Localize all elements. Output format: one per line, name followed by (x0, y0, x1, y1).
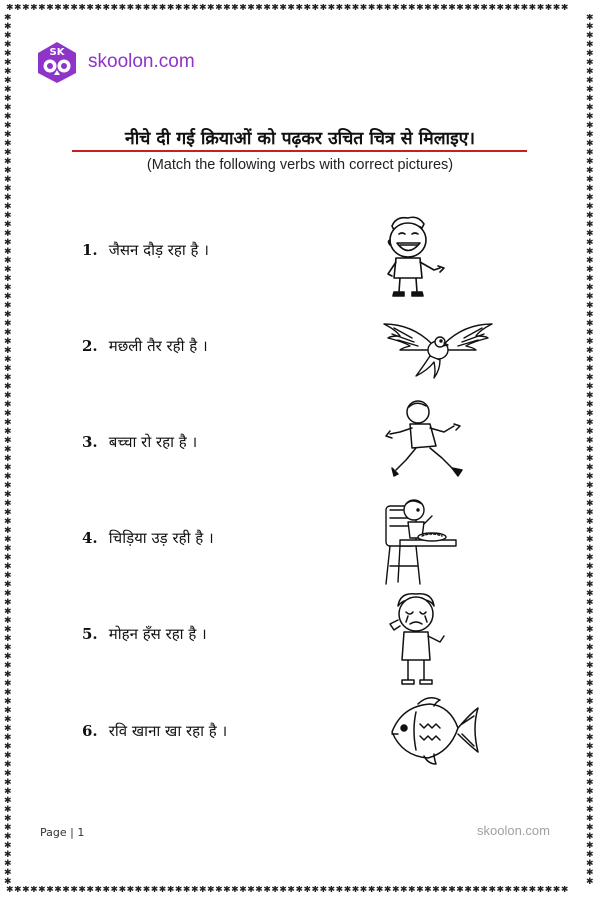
item-text: रवि खाना खा रहा है । (108, 722, 228, 740)
star-border-bottom: ✱✱✱✱✱✱✱✱✱✱✱✱✱✱✱✱✱✱✱✱✱✱✱✱✱✱✱✱✱✱✱✱✱✱✱✱✱✱✱✱✱✱✱✱✱✱✱✱✱✱✱✱✱✱✱✱✱✱✱✱✱✱✱✱✱✱✱✱✱✱ (6, 886, 569, 895)
star-border-top: ✱✱✱✱✱✱✱✱✱✱✱✱✱✱✱✱✱✱✱✱✱✱✱✱✱✱✱✱✱✱✱✱✱✱✱✱✱✱✱✱✱✱✱✱✱✱✱✱✱✱✱✱✱✱✱✱✱✱✱✱✱✱✱✱✱✱✱✱✱✱ (6, 4, 569, 13)
owl-logo-icon (32, 40, 82, 84)
item-number: 5. (82, 625, 98, 643)
page-title: नीचे दी गई क्रियाओं को पढ़कर उचित चित्र से मिलाइए। (124, 129, 475, 149)
item-text: बच्चा रो रहा है । (108, 433, 198, 451)
star-border-left: ✱✱✱✱✱✱✱✱✱✱✱✱✱✱✱✱✱✱✱✱✱✱✱✱✱✱✱✱✱✱✱✱✱✱✱✱✱✱✱✱✱✱✱✱✱✱✱✱✱✱✱✱✱✱✱✱✱✱✱✱✱✱✱✱✱✱✱✱✱✱✱✱✱✱✱✱✱✱✱✱✱✱✱✱✱✱✱✱✱✱✱✱✱✱✱✱✱ (4, 14, 13, 886)
logo-text: skoolon.com (88, 51, 195, 72)
item-number: 4. (82, 529, 98, 547)
list-item (82, 336, 208, 356)
running-boy-picture (382, 398, 464, 480)
list-item (82, 528, 214, 548)
crying-boy-picture (386, 590, 450, 688)
site-logo[interactable] (32, 40, 195, 84)
logo-badge: SK (49, 47, 65, 58)
list-item (82, 432, 197, 452)
item-number: 2. (82, 337, 98, 355)
list-item (82, 624, 207, 644)
page-number: Page | 1 (40, 826, 85, 839)
footer-site-link[interactable]: skoolon.com (477, 823, 550, 838)
item-number: 3. (82, 433, 98, 451)
fish-picture (388, 694, 480, 766)
page-subtitle: (Match the following verbs with correct pictures) (146, 157, 454, 173)
item-text: चिड़िया उड़ रही है । (108, 529, 214, 547)
item-text: जैसन दौड़ रहा है । (108, 241, 209, 259)
list-item (82, 240, 209, 260)
laughing-boy-picture (378, 212, 448, 298)
flying-bird-picture (382, 318, 494, 380)
item-number: 1. (82, 241, 98, 259)
title-underline (72, 150, 527, 152)
eating-child-picture (376, 494, 462, 586)
list-item (82, 721, 227, 741)
item-text: मछली तैर रही है । (108, 337, 208, 355)
item-text: मोहन हँस रहा है । (108, 625, 207, 643)
item-number: 6. (82, 722, 98, 740)
star-border-right: ✱✱✱✱✱✱✱✱✱✱✱✱✱✱✱✱✱✱✱✱✱✱✱✱✱✱✱✱✱✱✱✱✱✱✱✱✱✱✱✱✱✱✱✱✱✱✱✱✱✱✱✱✱✱✱✱✱✱✱✱✱✱✱✱✱✱✱✱✱✱✱✱✱✱✱✱✱✱✱✱✱✱✱✱✱✱✱✱✱✱✱✱✱✱✱✱✱ (586, 14, 595, 886)
